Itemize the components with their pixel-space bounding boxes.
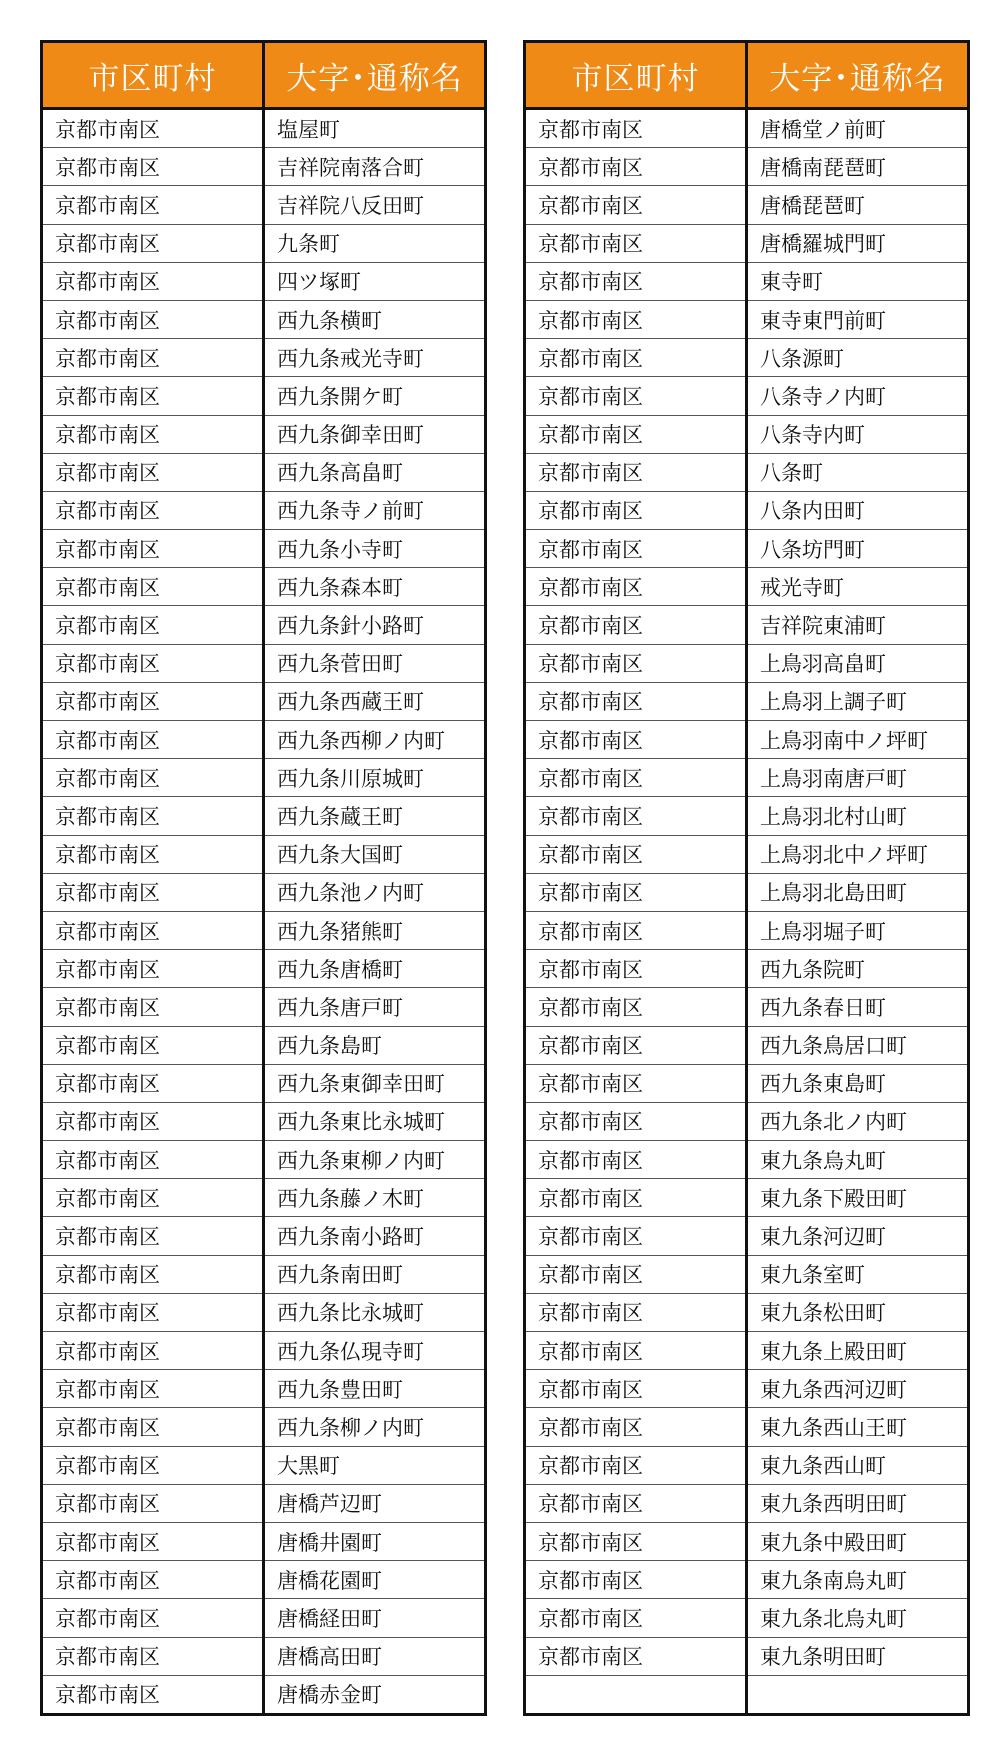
- table-row: [525, 1064, 969, 1102]
- table-row: [525, 453, 969, 491]
- table-row: [42, 262, 486, 300]
- town-cell: 東九条烏丸町: [747, 1141, 969, 1179]
- table-row: [525, 148, 969, 186]
- town-cell: 西九条寺ノ前町: [264, 491, 486, 529]
- city-cell: 京都市南区: [42, 911, 264, 949]
- town-cell: 東九条明田町: [747, 1637, 969, 1675]
- table-row: [525, 109, 969, 148]
- city-cell: 京都市南区: [42, 606, 264, 644]
- town-cell: 唐橋井園町: [264, 1522, 486, 1560]
- header-row: [525, 42, 969, 109]
- table-body-left: [42, 109, 486, 1715]
- town-cell: 唐橋堂ノ前町: [747, 109, 969, 148]
- table-row: [525, 835, 969, 873]
- city-cell: 京都市南区: [525, 453, 747, 491]
- city-cell: 京都市南区: [42, 797, 264, 835]
- table-row: [525, 1102, 969, 1140]
- city-cell: 京都市南区: [42, 1293, 264, 1331]
- city-cell: 京都市南区: [525, 530, 747, 568]
- town-cell: 東九条西河辺町: [747, 1370, 969, 1408]
- town-cell: 唐橋琵琶町: [747, 186, 969, 224]
- table-row: [42, 1293, 486, 1331]
- town-cell: 西九条西蔵王町: [264, 682, 486, 720]
- town-cell: 唐橋花園町: [264, 1561, 486, 1599]
- city-cell: 京都市南区: [42, 415, 264, 453]
- table-row: [525, 568, 969, 606]
- table-row: [42, 873, 486, 911]
- city-cell: 京都市南区: [42, 988, 264, 1026]
- town-cell: 西九条猪熊町: [264, 911, 486, 949]
- table-row: [525, 1637, 969, 1675]
- city-cell: 京都市南区: [42, 109, 264, 148]
- town-cell: 吉祥院南落合町: [264, 148, 486, 186]
- city-cell: 京都市南区: [525, 644, 747, 682]
- town-cell: 上鳥羽北島田町: [747, 873, 969, 911]
- table-row: [42, 453, 486, 491]
- table-row: [42, 1217, 486, 1255]
- table-row: [42, 988, 486, 1026]
- town-cell: 西九条東島町: [747, 1064, 969, 1102]
- table-row: [525, 1332, 969, 1370]
- city-cell: 京都市南区: [525, 1217, 747, 1255]
- town-cell: 西九条比永城町: [264, 1293, 486, 1331]
- table-row: [42, 1255, 486, 1293]
- table-row: [42, 682, 486, 720]
- town-cell: 東九条南烏丸町: [747, 1561, 969, 1599]
- table-row: [525, 1599, 969, 1637]
- town-cell: 西九条開ケ町: [264, 377, 486, 415]
- city-cell: 京都市南区: [42, 1217, 264, 1255]
- town-cell: 上鳥羽南中ノ坪町: [747, 721, 969, 759]
- table-row: [42, 300, 486, 338]
- city-cell: 京都市南区: [525, 109, 747, 148]
- town-cell: 西九条北ノ内町: [747, 1102, 969, 1140]
- city-cell: 京都市南区: [525, 300, 747, 338]
- town-cell: 西九条横町: [264, 300, 486, 338]
- town-cell: 唐橋芦辺町: [264, 1484, 486, 1522]
- table-row: [525, 262, 969, 300]
- city-cell: 京都市南区: [42, 1408, 264, 1446]
- city-cell: 京都市南区: [525, 1370, 747, 1408]
- city-cell: 京都市南区: [525, 721, 747, 759]
- table-row: [42, 1522, 486, 1560]
- city-cell: 京都市南区: [525, 568, 747, 606]
- town-cell: 東九条河辺町: [747, 1217, 969, 1255]
- table-row: [42, 415, 486, 453]
- city-cell: 京都市南区: [42, 682, 264, 720]
- city-cell: 京都市南区: [525, 1026, 747, 1064]
- table-row: [42, 1446, 486, 1484]
- city-cell: 京都市南区: [525, 262, 747, 300]
- table-row: [42, 530, 486, 568]
- table-row: [42, 1064, 486, 1102]
- table-row: [525, 1026, 969, 1064]
- table-row: [525, 606, 969, 644]
- town-cell: 西九条森本町: [264, 568, 486, 606]
- city-cell: 京都市南区: [42, 1446, 264, 1484]
- header-city: 市区町村: [525, 42, 747, 109]
- town-cell: 唐橋赤金町: [264, 1675, 486, 1714]
- table-row: [525, 1408, 969, 1446]
- city-cell: 京都市南区: [525, 339, 747, 377]
- city-cell: 京都市南区: [525, 1141, 747, 1179]
- town-cell: 吉祥院東浦町: [747, 606, 969, 644]
- town-cell: 東九条西山王町: [747, 1408, 969, 1446]
- table-row: [42, 377, 486, 415]
- table-row: [525, 530, 969, 568]
- city-cell: 京都市南区: [42, 873, 264, 911]
- table-row: [525, 873, 969, 911]
- table-row: [42, 186, 486, 224]
- town-cell: 東九条中殿田町: [747, 1522, 969, 1560]
- city-cell: 京都市南区: [42, 1102, 264, 1140]
- town-cell: 四ツ塚町: [264, 262, 486, 300]
- city-cell: 京都市南区: [42, 721, 264, 759]
- city-cell: 京都市南区: [525, 415, 747, 453]
- city-cell: 京都市南区: [42, 1599, 264, 1637]
- table-body-right: [525, 109, 969, 1715]
- town-cell: 八条寺ノ内町: [747, 377, 969, 415]
- town-cell: 上鳥羽北中ノ坪町: [747, 835, 969, 873]
- town-cell: 唐橋高田町: [264, 1637, 486, 1675]
- city-cell: 京都市南区: [42, 1026, 264, 1064]
- town-cell: [747, 1675, 969, 1714]
- town-cell: 大黒町: [264, 1446, 486, 1484]
- table-row: [525, 644, 969, 682]
- town-cell: 東九条松田町: [747, 1293, 969, 1331]
- table-row: [525, 1446, 969, 1484]
- table-row: [42, 606, 486, 644]
- header-row: [42, 42, 486, 109]
- city-cell: 京都市南区: [42, 835, 264, 873]
- city-cell: 京都市南区: [525, 911, 747, 949]
- town-cell: 西九条蔵王町: [264, 797, 486, 835]
- city-cell: 京都市南区: [525, 1599, 747, 1637]
- city-cell: 京都市南区: [525, 224, 747, 262]
- city-cell: 京都市南区: [525, 1102, 747, 1140]
- table-row: [525, 1561, 969, 1599]
- city-cell: 京都市南区: [42, 377, 264, 415]
- table-row: [42, 1637, 486, 1675]
- city-cell: 京都市南区: [525, 606, 747, 644]
- town-cell: 東九条室町: [747, 1255, 969, 1293]
- table-row: [42, 1026, 486, 1064]
- city-cell: 京都市南区: [42, 148, 264, 186]
- city-cell: 京都市南区: [525, 1332, 747, 1370]
- address-table-left: [40, 40, 487, 1716]
- table-row: [42, 759, 486, 797]
- town-cell: 西九条針小路町: [264, 606, 486, 644]
- town-cell: 西九条戒光寺町: [264, 339, 486, 377]
- city-cell: 京都市南区: [42, 1064, 264, 1102]
- table-row: [525, 721, 969, 759]
- town-cell: 東寺町: [747, 262, 969, 300]
- town-cell: 西九条春日町: [747, 988, 969, 1026]
- table-row: [42, 1102, 486, 1140]
- town-cell: 西九条島町: [264, 1026, 486, 1064]
- table-row: [525, 950, 969, 988]
- town-cell: 東九条上殿田町: [747, 1332, 969, 1370]
- town-cell: 西九条院町: [747, 950, 969, 988]
- table-row: [525, 1370, 969, 1408]
- table-row: [525, 224, 969, 262]
- town-cell: 西九条鳥居口町: [747, 1026, 969, 1064]
- city-cell: 京都市南区: [42, 1522, 264, 1560]
- city-cell: 京都市南区: [42, 186, 264, 224]
- city-cell: 京都市南区: [42, 1675, 264, 1714]
- table-row: [42, 109, 486, 148]
- city-cell: 京都市南区: [42, 568, 264, 606]
- city-cell: 京都市南区: [525, 682, 747, 720]
- table-row: [42, 339, 486, 377]
- table-row: [42, 721, 486, 759]
- town-cell: 西九条川原城町: [264, 759, 486, 797]
- town-cell: 上鳥羽高畠町: [747, 644, 969, 682]
- table-row: [42, 568, 486, 606]
- town-cell: 唐橋南琵琶町: [747, 148, 969, 186]
- city-cell: 京都市南区: [525, 1484, 747, 1522]
- table-row: [525, 1217, 969, 1255]
- city-cell: 京都市南区: [525, 797, 747, 835]
- town-cell: 東九条北烏丸町: [747, 1599, 969, 1637]
- city-cell: 京都市南区: [525, 1637, 747, 1675]
- town-cell: 西九条御幸田町: [264, 415, 486, 453]
- header-town: 大字･通称名: [264, 42, 486, 109]
- town-cell: 西九条東御幸田町: [264, 1064, 486, 1102]
- city-cell: 京都市南区: [42, 1179, 264, 1217]
- city-cell: 京都市南区: [525, 988, 747, 1026]
- town-cell: 東九条西山町: [747, 1446, 969, 1484]
- city-cell: 京都市南区: [42, 1484, 264, 1522]
- town-cell: 上鳥羽堀子町: [747, 911, 969, 949]
- table-row: [525, 339, 969, 377]
- table-row: [525, 300, 969, 338]
- town-cell: 西九条仏現寺町: [264, 1332, 486, 1370]
- town-cell: 東寺東門前町: [747, 300, 969, 338]
- table-row: [42, 911, 486, 949]
- town-cell: 西九条唐橋町: [264, 950, 486, 988]
- table-row: [525, 1255, 969, 1293]
- town-cell: 唐橋羅城門町: [747, 224, 969, 262]
- city-cell: 京都市南区: [42, 1332, 264, 1370]
- city-cell: 京都市南区: [525, 148, 747, 186]
- city-cell: 京都市南区: [525, 1255, 747, 1293]
- table-row: [525, 759, 969, 797]
- table-row: [525, 797, 969, 835]
- city-cell: 京都市南区: [42, 300, 264, 338]
- town-cell: 西九条唐戸町: [264, 988, 486, 1026]
- city-cell: 京都市南区: [42, 950, 264, 988]
- city-cell: 京都市南区: [42, 1561, 264, 1599]
- city-cell: 京都市南区: [42, 224, 264, 262]
- table-row: [42, 1675, 486, 1714]
- table-row: [525, 186, 969, 224]
- table-row: [42, 148, 486, 186]
- city-cell: 京都市南区: [42, 1370, 264, 1408]
- town-cell: 戒光寺町: [747, 568, 969, 606]
- city-cell: 京都市南区: [42, 530, 264, 568]
- city-cell: 京都市南区: [525, 1179, 747, 1217]
- town-cell: 西九条柳ノ内町: [264, 1408, 486, 1446]
- table-row: [42, 1332, 486, 1370]
- table-row: [525, 1522, 969, 1560]
- town-cell: 八条内田町: [747, 491, 969, 529]
- town-cell: 八条町: [747, 453, 969, 491]
- table-row: [525, 1179, 969, 1217]
- town-cell: 東九条西明田町: [747, 1484, 969, 1522]
- table-row: [525, 377, 969, 415]
- town-cell: 西九条小寺町: [264, 530, 486, 568]
- town-cell: 西九条南田町: [264, 1255, 486, 1293]
- table-row: [42, 1484, 486, 1522]
- city-cell: 京都市南区: [525, 186, 747, 224]
- town-cell: 西九条南小路町: [264, 1217, 486, 1255]
- city-cell: 京都市南区: [42, 262, 264, 300]
- city-cell: [525, 1675, 747, 1714]
- town-cell: 八条寺内町: [747, 415, 969, 453]
- city-cell: 京都市南区: [525, 491, 747, 529]
- table-row: [42, 1370, 486, 1408]
- town-cell: 西九条東比永城町: [264, 1102, 486, 1140]
- town-cell: 西九条藤ノ木町: [264, 1179, 486, 1217]
- town-cell: 吉祥院八反田町: [264, 186, 486, 224]
- town-cell: 上鳥羽南唐戸町: [747, 759, 969, 797]
- town-cell: 西九条菅田町: [264, 644, 486, 682]
- town-cell: 西九条高畠町: [264, 453, 486, 491]
- table-row: [42, 1599, 486, 1637]
- table-row: [525, 1293, 969, 1331]
- city-cell: 京都市南区: [525, 1408, 747, 1446]
- city-cell: 京都市南区: [525, 759, 747, 797]
- table-row: [42, 797, 486, 835]
- table-row: [525, 911, 969, 949]
- table-row: [525, 1675, 969, 1714]
- table-row: [525, 491, 969, 529]
- table-row: [42, 491, 486, 529]
- town-cell: 西九条豊田町: [264, 1370, 486, 1408]
- city-cell: 京都市南区: [525, 377, 747, 415]
- city-cell: 京都市南区: [525, 835, 747, 873]
- town-cell: 西九条西柳ノ内町: [264, 721, 486, 759]
- town-cell: 九条町: [264, 224, 486, 262]
- town-cell: 上鳥羽上調子町: [747, 682, 969, 720]
- town-cell: 西九条大国町: [264, 835, 486, 873]
- town-cell: 唐橋経田町: [264, 1599, 486, 1637]
- table-row: [525, 415, 969, 453]
- town-cell: 塩屋町: [264, 109, 486, 148]
- city-cell: 京都市南区: [525, 1446, 747, 1484]
- table-row: [42, 644, 486, 682]
- town-cell: 東九条下殿田町: [747, 1179, 969, 1217]
- town-cell: 八条源町: [747, 339, 969, 377]
- city-cell: 京都市南区: [525, 873, 747, 911]
- city-cell: 京都市南区: [42, 1255, 264, 1293]
- town-cell: 西九条池ノ内町: [264, 873, 486, 911]
- table-row: [525, 1141, 969, 1179]
- town-cell: 西九条東柳ノ内町: [264, 1141, 486, 1179]
- table-row: [42, 1408, 486, 1446]
- table-row: [42, 1179, 486, 1217]
- city-cell: 京都市南区: [42, 339, 264, 377]
- table-row: [525, 988, 969, 1026]
- table-row: [42, 835, 486, 873]
- table-row: [525, 682, 969, 720]
- city-cell: 京都市南区: [42, 491, 264, 529]
- city-cell: 京都市南区: [525, 950, 747, 988]
- city-cell: 京都市南区: [42, 453, 264, 491]
- city-cell: 京都市南区: [42, 1637, 264, 1675]
- town-cell: 八条坊門町: [747, 530, 969, 568]
- city-cell: 京都市南区: [525, 1561, 747, 1599]
- address-table-right: [523, 40, 970, 1716]
- header-city: 市区町村: [42, 42, 264, 109]
- city-cell: 京都市南区: [525, 1293, 747, 1331]
- header-town: 大字･通称名: [747, 42, 969, 109]
- table-row: [42, 1141, 486, 1179]
- city-cell: 京都市南区: [42, 1141, 264, 1179]
- table-row: [525, 1484, 969, 1522]
- city-cell: 京都市南区: [525, 1522, 747, 1560]
- table-row: [42, 224, 486, 262]
- city-cell: 京都市南区: [42, 644, 264, 682]
- town-cell: 上鳥羽北村山町: [747, 797, 969, 835]
- table-row: [42, 950, 486, 988]
- table-row: [42, 1561, 486, 1599]
- city-cell: 京都市南区: [42, 759, 264, 797]
- city-cell: 京都市南区: [525, 1064, 747, 1102]
